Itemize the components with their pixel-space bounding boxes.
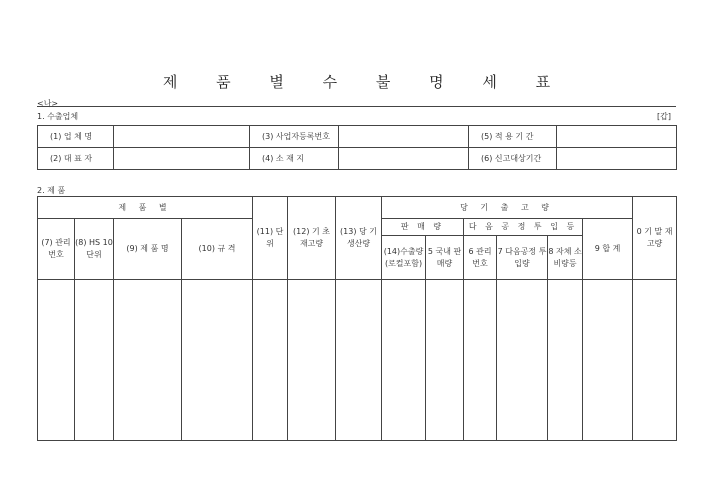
table-row [38, 280, 677, 441]
cell-export[interactable] [382, 280, 426, 441]
company-name-value[interactable] [114, 126, 250, 148]
cell-next-process-input[interactable] [497, 280, 548, 441]
period-out-header: 당 기 출 고 량 [382, 197, 633, 219]
info-row [38, 148, 677, 170]
col-product-name: (9) 제 품 명 [114, 219, 182, 280]
exporter-info-table [37, 125, 677, 170]
section2-heading: 2. 제 품 [37, 186, 66, 195]
col-total: 9 합 계 [583, 219, 633, 280]
col-opening-stock: (12) 기 초 재고량 [288, 197, 336, 280]
cell-total[interactable] [583, 280, 633, 441]
section1-heading: 1. 수출업체 [37, 112, 79, 121]
col-mgmt-no: (7) 관리 번호 [38, 219, 75, 280]
cell-unit[interactable] [253, 280, 288, 441]
page-title: 제 품 별 수 불 명 세 표 [162, 73, 568, 91]
col-next-process-input: 7 다음공정 투입량 [497, 236, 548, 280]
cell-hs-code[interactable] [75, 280, 114, 441]
sales-header: 판 매 량 [382, 219, 464, 236]
col-hs-code: (8) HS 10단위 [75, 219, 114, 280]
address-label: (4) 소 재 지 [250, 148, 339, 170]
col-closing-stock: 0 기 말 재고량 [633, 197, 677, 280]
cell-domestic-sales[interactable] [426, 280, 464, 441]
representative-label: (2) 대 표 자 [38, 148, 114, 170]
cell-self-consumption[interactable] [548, 280, 583, 441]
col-next-mgmt-no: 6 관리 번호 [464, 236, 497, 280]
business-reg-no-label: (3) 사업자등록번호 [250, 126, 339, 148]
col-domestic-sales: 5 국내 판매량 [426, 236, 464, 280]
report-period-label: (6) 신고대상기간 [469, 148, 557, 170]
col-unit: (11) 단 위 [253, 197, 288, 280]
product-table [37, 196, 677, 441]
report-period-value[interactable] [557, 148, 677, 170]
company-name-label: (1) 업 체 명 [38, 126, 114, 148]
form-tag: <나> [37, 99, 59, 108]
col-spec: (10) 규 격 [182, 219, 253, 280]
cell-mgmt-no[interactable] [38, 280, 75, 441]
cell-spec[interactable] [182, 280, 253, 441]
header-row [38, 197, 677, 219]
col-self-consumption: 8 자체 소비량등 [548, 236, 583, 280]
col-export: (14)수출량 (로컬포함) [382, 236, 426, 280]
next-process-header: 다 음 공 정 투 입 등 [464, 219, 583, 236]
representative-value[interactable] [114, 148, 250, 170]
cell-product-name[interactable] [114, 280, 182, 441]
cell-production[interactable] [336, 280, 382, 441]
business-reg-no-value[interactable] [339, 126, 469, 148]
cell-next-mgmt-no[interactable] [464, 280, 497, 441]
applicable-period-value[interactable] [557, 126, 677, 148]
product-group-header: 제 품 별 [38, 197, 253, 219]
page-tag: [갑] [657, 112, 671, 121]
info-row [38, 126, 677, 148]
col-production: (13) 당 기 생산량 [336, 197, 382, 280]
cell-opening-stock[interactable] [288, 280, 336, 441]
divider [37, 106, 676, 107]
cell-closing-stock[interactable] [633, 280, 677, 441]
applicable-period-label: (5) 적 용 기 간 [469, 126, 557, 148]
address-value[interactable] [339, 148, 469, 170]
